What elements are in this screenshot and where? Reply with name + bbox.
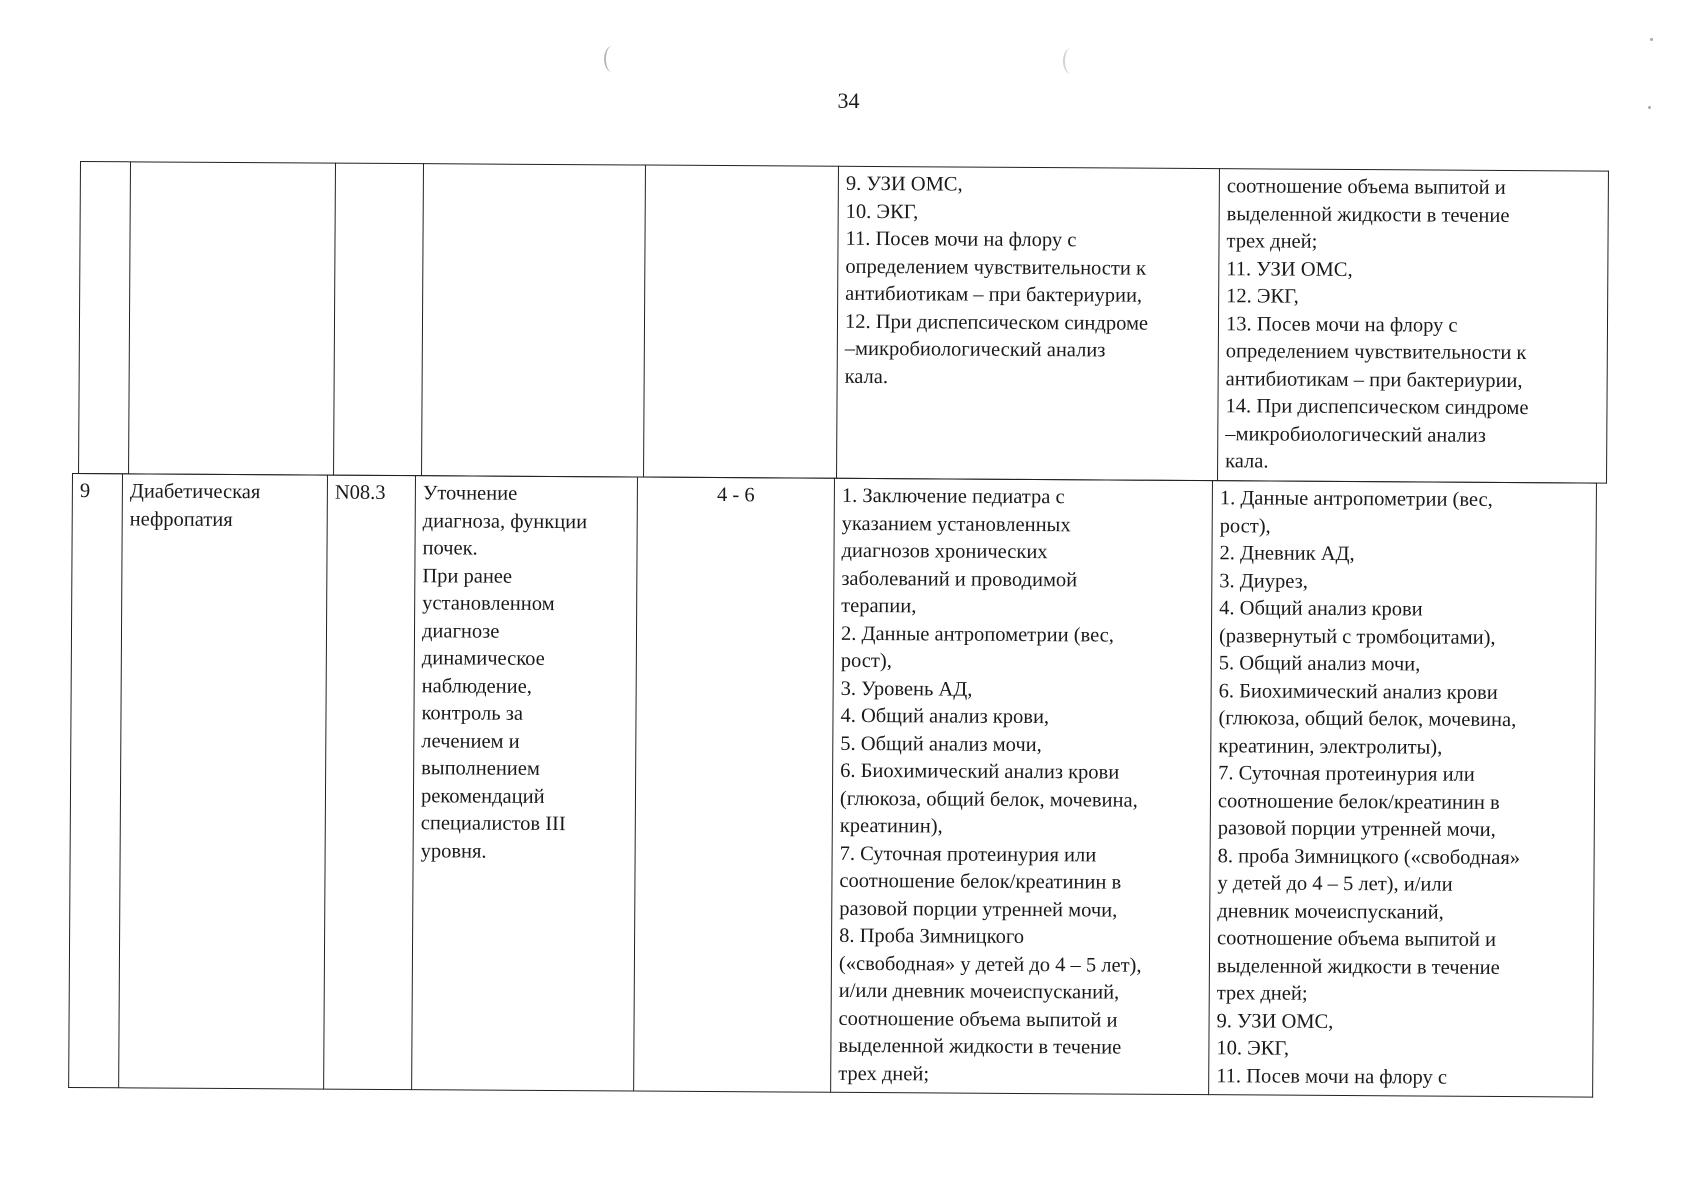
text-line: 5. Общий анализ мочи, [1218,652,1421,676]
text-line: рекомендаций [420,784,545,808]
text-line: соотношение объема выпитой и [1217,927,1497,951]
text-line: 1. Данные антропометрии (вес, [1219,487,1493,511]
text-line: терапии, [841,594,917,618]
scan-speck-1 [1650,38,1653,41]
text-line: диагноза, функции [422,509,588,533]
text-line: 13. Посев мочи на флору с [1225,312,1458,337]
text-line: трех дней; [1216,982,1308,1005]
text-line: (глюкоза, общий белок, мочевина, [839,787,1138,812]
text-line: соотношение белок/креатинин в [839,869,1122,894]
text-line: динамическое [421,647,545,670]
cell-row-number: 9 [69,474,123,1088]
text-line: 6. Биохимический анализ крови [1218,679,1498,704]
text-line: 3. Уровень АД, [840,677,973,701]
text-line: кала. [844,365,889,388]
text-line: 1. Заключение педиатра с [841,484,1065,509]
text-line: 2. Дневник АД, [1219,542,1355,566]
text-line: 7. Суточная протеинурия или [839,842,1097,866]
punch-hole-mark-right [1063,48,1079,74]
text-line: дневник мочеиспусканий, [1217,899,1444,924]
text-line: разовой порции утренней мочи, [839,897,1118,922]
text-line: выполнением [421,757,540,780]
punch-hole-mark-left [604,46,620,72]
text-line: установленном [422,592,555,616]
text-line: диагнозов хронических [841,539,1048,564]
text-line: у детей до 4 – 5 лет), и/или [1217,872,1453,896]
text-line: диагнозе [421,619,500,643]
text-line: заболеваний и проводимой [841,567,1078,591]
page-number: 34 [837,88,860,113]
text-line: наблюдение, [421,674,532,698]
text-line: креатинин, электролиты), [1218,734,1443,759]
text-line: 14. При диспепсическом синдроме [1225,395,1529,420]
text-line: указанием установленных [841,512,1071,536]
text-line: антибиотикам – при бактериурии, [845,282,1143,307]
text-line: выделенной жидкости в течение [838,1034,1122,1059]
text-line: 4. Общий анализ крови, [840,704,1050,729]
text-line: 12. При диспепсическом синдроме [844,310,1149,335]
cell-purpose [422,164,646,477]
table-row-continuation [79,162,1609,484]
text-line: 4. Общий анализ крови [1219,597,1423,621]
text-line: 3. Диурез, [1219,569,1308,593]
cell-disease [119,474,328,1089]
text-line: 12. ЭКГ, [1226,285,1299,308]
text-line: трех дней; [838,1062,930,1085]
text-line: соотношение белок/креатинин в [1217,789,1500,814]
text-line: кала. [1225,450,1269,473]
text-line: рост), [1219,514,1271,538]
text-line: трех дней; [1226,230,1318,253]
cell-additional-tests [1218,169,1609,483]
table-row-diabetic-nephropathy [69,474,1597,1098]
text-line: 9. УЗИ ОМС, [1216,1009,1334,1033]
text-line: 11. Посев мочи на флору с [1216,1064,1448,1089]
text-line: определением чувствительности к [1225,340,1527,365]
cell-purpose [412,476,638,1091]
text-line: уровня. [420,839,487,863]
text-line: разовой порции утренней мочи, [1217,817,1496,841]
text-line: Диабетическая [129,480,261,504]
text-line: контроль за [421,702,524,725]
cell-frequency [644,165,839,478]
text-line: –микробиологический анализ [844,337,1106,362]
text-line: 11. Посев мочи на флору с [845,227,1077,252]
text-line: 9. УЗИ ОМС, [845,172,963,196]
text-line: 7. Суточная протеинурия или [1218,762,1475,786]
text-line: 6. Биохимический анализ крови [840,759,1120,784]
text-line: антибиотикам – при бактериурии, [1225,367,1523,392]
cell-frequency: 4 - 6 [634,477,835,1092]
text-line: (развернутый с тромбоцитами), [1218,624,1496,649]
cell-required-tests [837,166,1220,480]
text-line: лечением и [421,729,520,753]
text-line: –микробиологический анализ [1225,422,1486,447]
text-line: 8. Проба Зимницкого [839,924,1025,948]
text-line: При ранее [422,564,513,588]
text-line: выделенной жидкости в течение [1216,954,1500,979]
text-line: 8. проба Зимницкого («свободная» [1217,844,1521,869]
text-line: Уточнение [422,482,518,505]
text-line: 5. Общий анализ мочи, [840,732,1042,756]
cell-required-tests [831,478,1213,1094]
text-line: 11. УЗИ ОМС, [1226,257,1353,281]
text-line: специалистов III [420,812,566,836]
text-line: соотношение объема выпитой и [838,1007,1118,1032]
text-line: почек. [422,537,478,560]
text-line: и/или дневник мочеиспусканий, [838,979,1120,1004]
text-line: нефропатия [129,507,233,531]
text-line: 10. ЭКГ, [1216,1037,1290,1060]
cell-additional-tests [1209,481,1597,1097]
text-line: рост), [840,649,892,673]
cell-row-number [79,162,131,474]
cell-icd-code: N08.3 [324,475,416,1090]
text-line: определением чувствительности к [845,255,1147,280]
text-line: соотношение объема выпитой и [1226,175,1506,199]
cell-icd-code [334,163,424,476]
text-line: 2. Данные антропометрии (вес, [840,622,1115,647]
text-line: (глюкоза, общий белок, мочевина, [1218,707,1517,732]
table-continuation-section [78,161,1609,484]
text-line: выделенной жидкости в течение [1226,202,1510,227]
text-line: креатинин), [839,814,943,838]
text-line: («свободная» у детей до 4 – 5 лет), [838,952,1142,977]
table-row-9-section [68,473,1597,1098]
cell-disease [129,162,336,475]
text-line: 10. ЭКГ, [845,200,919,223]
